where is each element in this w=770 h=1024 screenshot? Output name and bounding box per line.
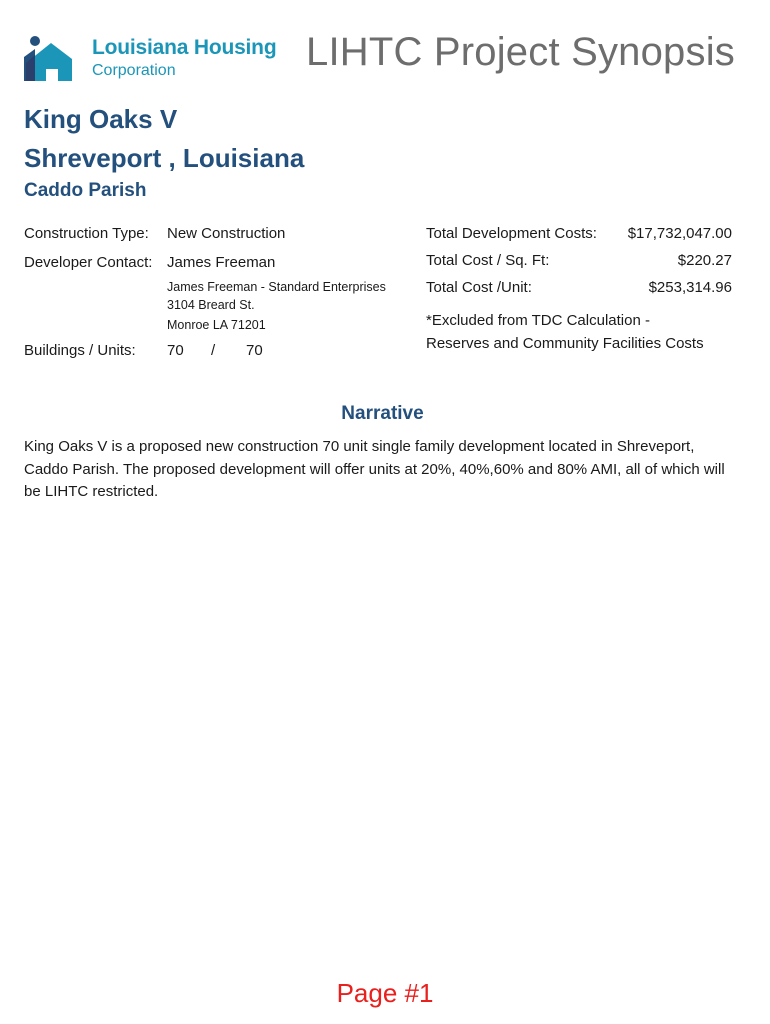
cost-per-unit-label: Total Cost /Unit:	[426, 279, 532, 296]
units-count: 70	[246, 342, 263, 359]
project-name: King Oaks V	[24, 104, 178, 134]
narrative-body: King Oaks V is a proposed new construction 70 unit single family development located in Shreveport, Caddo Parish. The proposed development will offer units at 20%, 40%,60% and 80% AMI, all of which will be LIHTC restricted.	[24, 438, 725, 500]
note-line-2: Reserves and Community Facilities Costs	[426, 335, 704, 352]
developer-city: Monroe LA 71201	[167, 318, 266, 332]
cost-per-unit-row	[426, 279, 732, 296]
construction-type-value: New Construction	[167, 225, 286, 242]
narrative-heading: Narrative	[341, 403, 424, 424]
developer-contact-value: James Freeman	[167, 254, 276, 271]
logo-text-primary: Louisiana Housing	[92, 36, 277, 59]
tdc-exclusion-note	[426, 309, 746, 355]
project-parish: Caddo Parish	[24, 180, 147, 201]
tdc-label: Total Development Costs:	[426, 225, 597, 242]
developer-street: 3104 Breard St.	[167, 298, 255, 312]
tdc-value: $17,732,047.00	[627, 225, 732, 242]
construction-type-label: Construction Type:	[24, 225, 149, 242]
project-location: Shreveport , Louisiana	[24, 143, 305, 173]
cost-per-sqft-value: $220.27	[677, 252, 732, 269]
lhc-logo	[24, 33, 294, 85]
cost-per-sqft-row	[426, 252, 732, 269]
cost-per-sqft-label: Total Cost / Sq. Ft:	[426, 252, 550, 269]
page-number: Page #1	[336, 978, 434, 1008]
buildings-units-label: Buildings / Units:	[24, 342, 136, 359]
buildings-count: 70	[167, 342, 184, 359]
note-line-1: *Excluded from TDC Calculation -	[426, 312, 650, 329]
buildings-units-separator: /	[211, 342, 216, 359]
cost-per-unit-value: $253,314.96	[648, 279, 732, 296]
tdc-row	[426, 225, 732, 242]
developer-organization: James Freeman - Standard Enterprises	[167, 280, 386, 294]
developer-contact-label: Developer Contact:	[24, 254, 153, 271]
logo-text-secondary: Corporation	[92, 62, 176, 79]
document-title: LIHTC Project Synopsis	[306, 30, 735, 74]
house-icon	[24, 33, 84, 85]
